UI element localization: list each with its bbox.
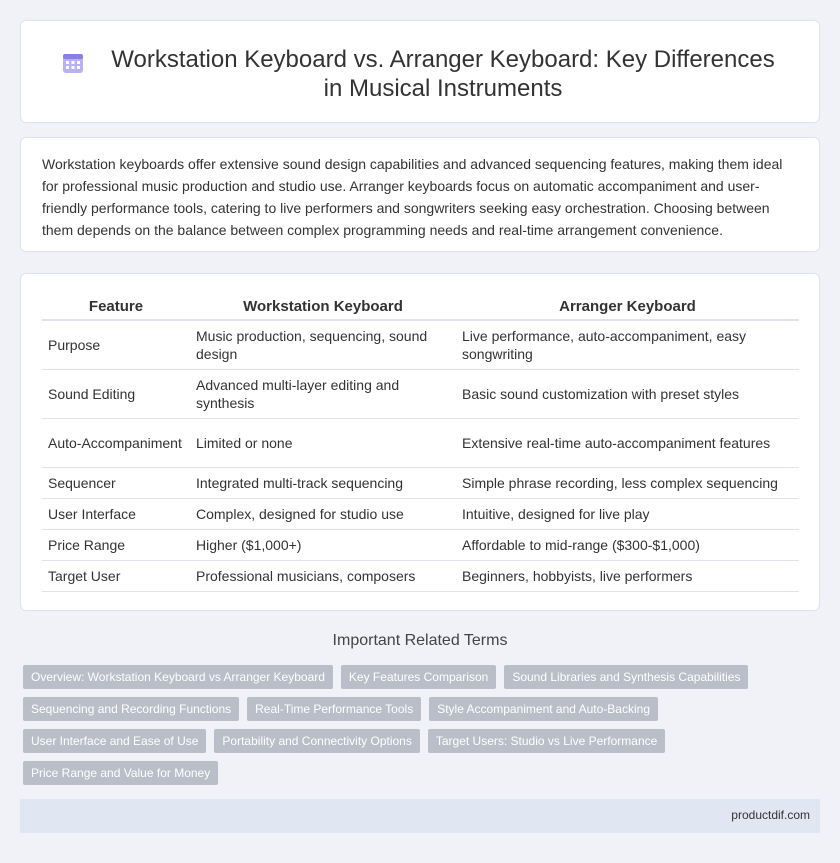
arranger-cell: Intuitive, designed for live play	[456, 499, 799, 530]
header-feature: Feature	[42, 292, 190, 321]
related-tag[interactable]: Portability and Connectivity Options	[214, 729, 419, 753]
footer-bar	[20, 799, 820, 833]
feature-cell: Price Range	[42, 530, 190, 561]
feature-cell: Auto-Accompaniment	[42, 419, 190, 468]
header-workstation: Workstation Keyboard	[190, 292, 456, 321]
related-tags	[23, 665, 823, 785]
related-tag[interactable]: Key Features Comparison	[341, 665, 496, 689]
intro-card	[20, 137, 820, 252]
table-row	[42, 321, 799, 370]
title-wrap	[21, 21, 819, 103]
related-tag[interactable]: Sequencing and Recording Functions	[23, 697, 239, 721]
title-card	[20, 20, 820, 123]
arranger-cell: Beginners, hobbyists, live performers	[456, 561, 799, 592]
feature-cell: User Interface	[42, 499, 190, 530]
arranger-cell: Live performance, auto-accompaniment, easy songwriting	[456, 321, 799, 370]
workstation-cell: Higher ($1,000+)	[190, 530, 456, 561]
table-row	[42, 370, 799, 419]
page-title: Workstation Keyboard vs. Arranger Keyboard: Key Differences in Musical Instruments	[111, 46, 775, 102]
arranger-cell: Extensive real-time auto-accompaniment features	[456, 419, 799, 468]
related-tag[interactable]: Target Users: Studio vs Live Performance	[428, 729, 665, 753]
arranger-cell: Basic sound customization with preset styles	[456, 370, 799, 419]
comparison-card	[20, 273, 820, 611]
table-row	[42, 561, 799, 592]
table-row	[42, 468, 799, 499]
related-tag[interactable]: User Interface and Ease of Use	[23, 729, 206, 753]
related-tag[interactable]: Style Accompaniment and Auto-Backing	[429, 697, 658, 721]
related-tag[interactable]: Overview: Workstation Keyboard vs Arranger Keyboard	[23, 665, 333, 689]
workstation-cell: Professional musicians, composers	[190, 561, 456, 592]
related-tag[interactable]: Real-Time Performance Tools	[247, 697, 421, 721]
table-row	[42, 499, 799, 530]
related-tag[interactable]: Sound Libraries and Synthesis Capabilities	[504, 665, 748, 689]
calendar-grid-icon	[61, 51, 85, 75]
comparison-table	[42, 292, 799, 592]
header-arranger: Arranger Keyboard	[456, 292, 799, 321]
workstation-cell: Advanced multi-layer editing and synthesis	[190, 370, 456, 419]
table-row	[42, 419, 799, 468]
footer-site-link[interactable]: productdif.com	[731, 808, 810, 822]
related-tag[interactable]: Price Range and Value for Money	[23, 761, 218, 785]
feature-cell: Purpose	[42, 321, 190, 370]
feature-cell: Target User	[42, 561, 190, 592]
related-terms-title: Important Related Terms	[332, 632, 508, 649]
intro-paragraph: Workstation keyboards offer extensive sound design capabilities and advanced sequencing features, making them ideal for professional music production and studio use. Arranger keyboards focus on automatic accompaniment and user-friendly performance tools, catering to live performers and songwriters seeking easy orchestration. Choosing between them depends on the balance between complex programming needs and real-time arrangement convenience.	[42, 156, 783, 238]
workstation-cell: Music production, sequencing, sound design	[190, 321, 456, 370]
table-header-row	[42, 292, 799, 321]
workstation-cell: Limited or none	[190, 419, 456, 468]
feature-cell: Sound Editing	[42, 370, 190, 419]
arranger-cell: Affordable to mid-range ($300-$1,000)	[456, 530, 799, 561]
feature-cell: Sequencer	[42, 468, 190, 499]
workstation-cell: Integrated multi-track sequencing	[190, 468, 456, 499]
table-row	[42, 530, 799, 561]
workstation-cell: Complex, designed for studio use	[190, 499, 456, 530]
arranger-cell: Simple phrase recording, less complex sequencing	[456, 468, 799, 499]
